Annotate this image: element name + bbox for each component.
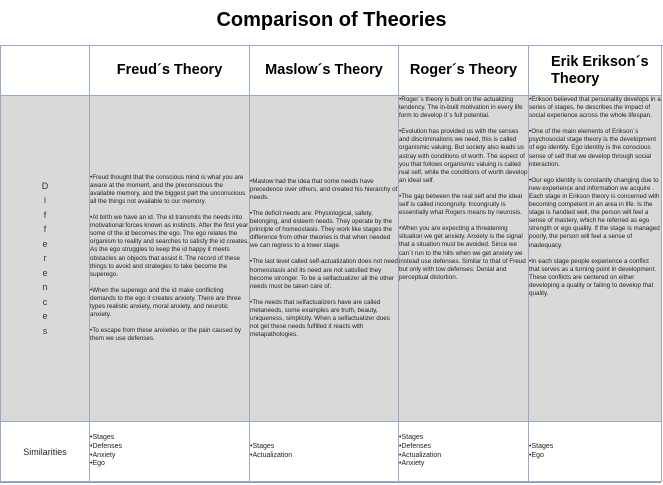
differences-letter: r — [43, 253, 47, 263]
differences-letter: f — [43, 224, 47, 234]
maslow-diff-para: •The deficit needs are: Physiological, safety, belonging, and esteem needs. They operate by the principle of homeostasis. They work like stages the difference from other theories is that when needed we can regress to a lower stage. — [250, 209, 393, 250]
similarity-item: •Ego — [90, 460, 105, 468]
erikson-diff-para: •One of the main elements of Erikson´s psychosocial stage theory is the development of ego identity. Ego identity is the conscious sense of self that we develop through social interaction. — [529, 128, 657, 168]
differences-letter: f — [43, 209, 47, 220]
erikson-differences — [529, 96, 662, 422]
header-erikson: Erik Erikson´s Theory — [529, 46, 662, 96]
differences-label — [1, 96, 90, 422]
header-row — [1, 46, 662, 96]
page-title: Comparison of Theories — [216, 9, 447, 31]
erikson-diff-para: •Erikson believed that personality develops in a series of stages, he describes the impact of social experience across the whole lifespan. — [529, 96, 661, 120]
roger-diff-para: •When you are expecting a threatening situation we get anxiety. Anxiety is the signal that a situation must be avoided. Since we can´t run to the hills when we get anxiety we instead use defenses. Similar to that of Freud but only with tow defenses: Denial and perceptual distortion. — [399, 225, 526, 281]
maslow-similarities — [250, 422, 399, 482]
similarity-item: •Defenses — [90, 442, 123, 450]
differences-vertical-text — [42, 179, 49, 339]
maslow-diff-para: •Maslow had the idea that some needs have precedence over others, and created his hierarchy of needs. — [250, 177, 398, 201]
differences-letter: e — [42, 267, 48, 278]
similarities-label: Similarities — [1, 422, 90, 482]
similarity-item: •Actualization — [399, 451, 442, 459]
differences-letter: D — [41, 180, 49, 191]
roger-diff-para: •Evolution has provided us with the senses and discriminations we need, this is called organismic valuing. But society also leads us astray with conditions of worth. The aspect of you that follows organismic valuing is called real self, while the conditions of worth develop an ideal self. — [399, 128, 528, 184]
freud-differences — [90, 96, 250, 422]
roger-differences — [399, 96, 529, 422]
erikson-diff-para: •In each stage people experience a conflict that serves as a turning point in development. These conflicts are centered on either developing a quality or failing to develop that quality. — [529, 257, 657, 297]
roger-diff-para: •The gap between the real self and the ideal self is called incongruity. Incongruity is essentially what Rogers means by neurosis. — [399, 192, 522, 217]
roger-diff-para: •Roger´s theory is built on the actualizing tendency. The in-built motivation in every life form to develop it´s full potential. — [399, 96, 523, 120]
freud-diff-para: •Freud thought that the conscious mind is what you are aware at the moment, and the preconscious the available memory, and the biggest part the unconscious all the things not available to our memory. — [90, 173, 246, 205]
differences-letter: n — [42, 282, 48, 292]
comparison-table — [0, 45, 662, 482]
differences-row — [1, 96, 662, 422]
similarity-item: •Stages — [399, 434, 424, 442]
differences-letter: i — [44, 195, 46, 205]
maslow-diff-para: •The needs that selfactualizers have are called metaneeds, some examples are truth, beauty, uniqueness, simplicity. When a selfactualizer does not get these needs fulfilled it reacts with metapathologies. — [250, 298, 390, 339]
similarities-row — [1, 422, 662, 482]
header-roger: Roger´s Theory — [399, 46, 529, 96]
differences-letter: e — [42, 311, 48, 321]
freud-similarities — [90, 422, 250, 482]
freud-diff-para: •When the superego and the id make conflicting demands to the ego it creates anxiety. There are three types realistic anxiety, moral anxiety, and neurotic anxiety. — [90, 286, 241, 319]
similarity-item: •Actualization — [250, 451, 293, 459]
erikson-diff-para: •Our ego identity is constantly changing due to new experience and information we acquire . Each stage in Erikson theory is concerned with becoming competent in an area in life. Is the stage is handled well, the person will feel a sense of mastery, which he referred as ego strength or ego quality. If the stage is managed poorly, the person will feel a sense of inadequacy. — [529, 176, 660, 249]
similarity-item: •Defenses — [399, 442, 432, 450]
differences-letter: s — [42, 325, 48, 336]
roger-similarities — [399, 422, 529, 482]
similarity-item: •Stages — [90, 434, 115, 442]
maslow-diff-para: •The last level called self-actualization does not need homeostasis and its need are not satisfied they become stronger. To be a selfactualizer all the other needs must be taken care of. — [250, 258, 398, 290]
freud-diff-para: •At birth we have an id. The id transmits the needs into motivational forces known as instincts. After the first year some of the id becomes the ego. The ego relates the organism to reality and searches to satisfy the id creates. As the ego struggles to keep the id happy it meets obstacles an objects that assist it. The record of these things to avoid and strategies to take become the superego. — [90, 214, 249, 278]
similarity-item: •Stages — [529, 442, 554, 450]
erikson-similarities — [529, 422, 662, 482]
similarity-item: •Anxiety — [399, 460, 425, 468]
title-bar — [0, 0, 663, 46]
freud-diff-para: •To escape from these anxieties or the pain caused by them we use defenses. — [90, 327, 241, 343]
differences-letter: c — [42, 296, 48, 307]
similarity-item: •Stages — [250, 442, 275, 450]
similarity-item: •Anxiety — [90, 451, 116, 459]
header-freud: Freud´s Theory — [90, 46, 250, 96]
similarity-item: •Ego — [529, 451, 544, 459]
maslow-differences — [250, 96, 399, 422]
differences-letter: e — [42, 238, 48, 249]
header-maslow: Maslow´s Theory — [250, 46, 399, 96]
corner-cell — [1, 46, 90, 96]
